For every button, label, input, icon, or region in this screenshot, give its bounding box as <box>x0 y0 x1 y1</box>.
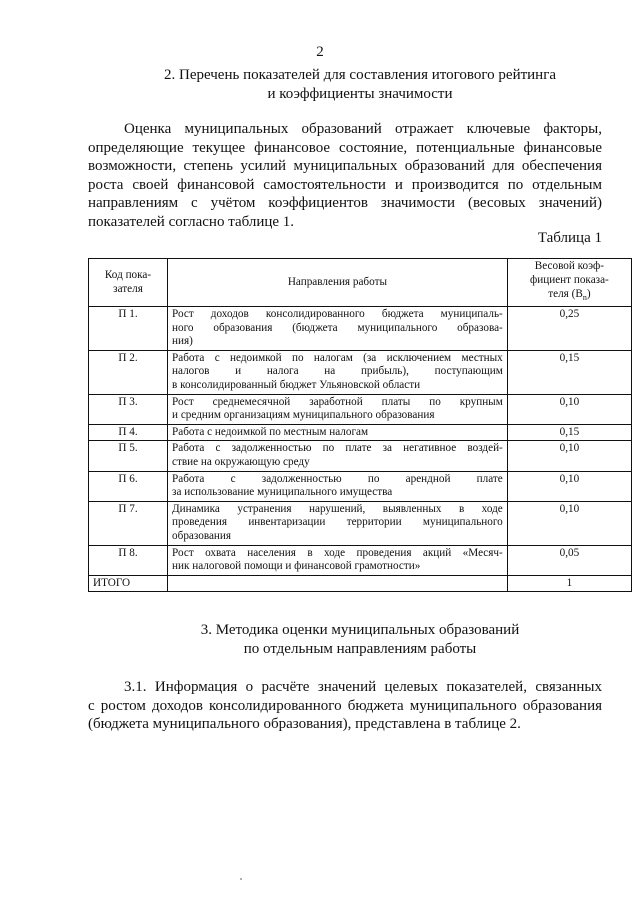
row-direction-line: и средним организациям муниципального образования <box>172 409 435 422</box>
paragraph-line: с ростом доходов консолидированного бюджета муниципального образования <box>88 697 602 714</box>
row-direction <box>168 307 508 351</box>
row-code: П 2. <box>89 350 168 394</box>
row-direction-line: Работа с задолженностью по арендной плате <box>172 472 503 485</box>
header-weight <box>507 259 631 307</box>
row-direction-text <box>172 473 503 500</box>
table-row <box>89 350 632 394</box>
table-header-row <box>89 259 632 307</box>
section-3-title-line-2: по отдельным направлениям работы <box>243 641 477 657</box>
header-code: Код пока- зателя <box>89 259 168 307</box>
row-direction <box>168 545 508 575</box>
row-weight: 0,05 <box>507 545 631 575</box>
total-weight: 1 <box>507 575 631 592</box>
row-direction-line: ствие на окружающую среду <box>172 455 310 468</box>
header-weight-sub: n <box>582 292 587 302</box>
indicators-table <box>88 258 632 592</box>
row-code: П 3. <box>89 394 168 424</box>
row-direction-text <box>172 396 503 423</box>
paragraph-line: роста своей финансовой самостоятельности и производится по отдельным <box>88 176 602 193</box>
total-direction-empty <box>168 575 508 592</box>
row-direction-line: налогов и налога на прибыль), поступающим <box>172 365 503 378</box>
row-direction-line: проведения инвентаризации территории муниципального <box>172 516 503 529</box>
row-code: П 4. <box>89 424 168 441</box>
row-direction-line: ного образования (бюджета муниципального образова- <box>172 321 503 334</box>
header-weight-text: Весовой коэф- фициент показа- теля (B <box>530 260 609 300</box>
row-weight: 0,15 <box>507 350 631 394</box>
row-direction-text <box>172 308 503 349</box>
row-direction-line: ник налоговой помощи и финансовой грамотности» <box>172 560 421 573</box>
total-label: ИТОГО <box>89 575 168 592</box>
row-direction <box>168 501 508 545</box>
row-direction-line: Динамика устранения нарушений, выявленных в ходе <box>172 502 503 515</box>
scan-speck <box>240 878 242 880</box>
paragraph-line: 3.1. Информация о расчёте значений целевых показателей, связанных <box>124 679 602 695</box>
row-weight: 0,25 <box>507 307 631 351</box>
row-direction-line: Рост доходов консолидированного бюджета муниципаль- <box>172 308 503 320</box>
row-weight: 0,10 <box>507 394 631 424</box>
paragraph-line: возможности, степень усилий муниципальных образований для обеспечения <box>88 158 602 174</box>
section-3-paragraph <box>88 678 602 734</box>
row-direction-text <box>172 503 503 544</box>
row-direction-line: Работа с задолженностью по плате за негативное воздей- <box>172 442 503 455</box>
row-code: П 7. <box>89 501 168 545</box>
table-row <box>89 424 632 441</box>
table-row <box>89 307 632 351</box>
row-code: П 6. <box>89 471 168 501</box>
section-2-paragraph <box>88 120 602 231</box>
table-label: Таблица 1 <box>537 230 602 246</box>
row-direction-line: образования <box>172 529 232 542</box>
header-direction: Направления работы <box>168 259 508 307</box>
section-2-title-line-2: и коэффициенты значимости <box>267 86 453 102</box>
row-direction-line: Работа с недоимкой по налогам (за исключением местных <box>172 351 503 364</box>
paragraph-line: показателей согласно таблице 1. <box>88 213 295 230</box>
row-direction-line: в консолидированный бюджет Ульяновской области <box>172 378 421 391</box>
row-weight: 0,10 <box>507 471 631 501</box>
row-code: П 8. <box>89 545 168 575</box>
row-direction-text <box>172 426 503 440</box>
row-direction-line: ния) <box>172 335 193 348</box>
row-direction <box>168 424 508 441</box>
row-direction-line: за использование муниципального имущества <box>172 486 393 499</box>
paragraph-line: Оценка муниципальных образований отражает ключевые факторы, <box>124 121 602 137</box>
table-total-row <box>89 575 632 592</box>
row-direction-line: Работа с недоимкой по местным налогам <box>172 425 369 438</box>
page-number: 2 <box>316 44 324 60</box>
section-3-title-line-1: 3. Методика оценки муниципальных образований <box>200 622 520 638</box>
table-row <box>89 501 632 545</box>
row-direction-text <box>172 442 503 469</box>
section-3-title <box>90 621 630 659</box>
row-direction <box>168 350 508 394</box>
row-direction <box>168 471 508 501</box>
table-row <box>89 471 632 501</box>
row-direction-line: Рост среднемесячной заработной платы по крупным <box>172 395 503 408</box>
row-direction <box>168 441 508 471</box>
row-direction <box>168 394 508 424</box>
table-row <box>89 545 632 575</box>
table-row <box>89 441 632 471</box>
header-weight-end: ) <box>586 287 591 300</box>
paragraph-line: определяющие текущее финансовое состояние, потенциальные финансовые <box>88 139 602 156</box>
section-2-title <box>90 66 630 104</box>
paragraph-line: направлениям с учётом коэффициентов значимости (весовых значений) <box>88 195 602 211</box>
section-2-title-line-1: 2. Перечень показателей для составления итогового рейтинга <box>163 67 557 83</box>
table-row <box>89 394 632 424</box>
row-direction-text <box>172 352 503 393</box>
row-weight: 0,10 <box>507 441 631 471</box>
row-code: П 5. <box>89 441 168 471</box>
row-direction-line: Рост охвата населения в ходе проведения акций «Месяч- <box>172 546 503 559</box>
row-direction-text <box>172 547 503 574</box>
row-weight: 0,10 <box>507 501 631 545</box>
row-weight: 0,15 <box>507 424 631 441</box>
row-code: П 1. <box>89 307 168 351</box>
paragraph-line: (бюджета муниципального образования), представлена в таблице 2. <box>88 716 521 732</box>
